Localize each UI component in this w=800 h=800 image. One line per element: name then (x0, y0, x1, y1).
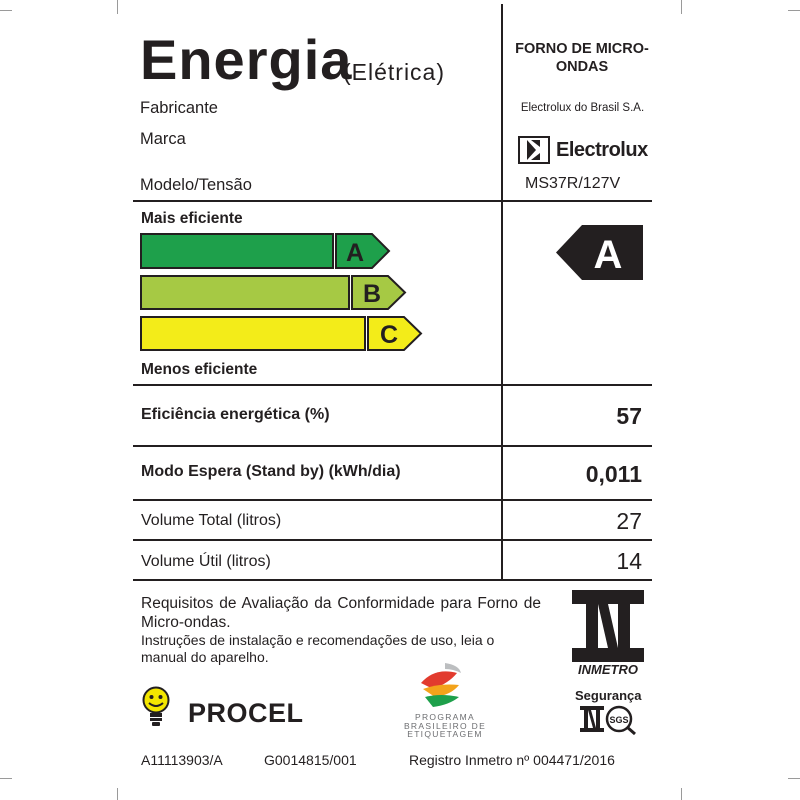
crop-mark (788, 10, 800, 11)
least-efficient-label: Menos eficiente (141, 361, 258, 378)
crop-mark (681, 0, 682, 14)
divider-line (133, 445, 652, 447)
procel-logo-text: PROCEL (188, 698, 304, 728)
column-divider (501, 4, 503, 580)
manufacturer-value: Electrolux do Brasil S.A. (520, 102, 645, 114)
footer-code-2: G0014815/001 (264, 752, 357, 768)
efficiency-bar-a (140, 233, 334, 269)
inmetro-logo-icon (572, 590, 644, 662)
crop-mark (681, 788, 682, 800)
pbe-logo-icon (415, 661, 465, 711)
sgs-text: SGS (609, 715, 629, 725)
model-label: Modelo/Tensão (140, 176, 252, 194)
footer-registro: Registro Inmetro nº 004471/2016 (409, 752, 615, 768)
spec-value-volume-total: 27 (616, 508, 642, 534)
spec-value-efficiency: 57 (616, 403, 642, 429)
efficiency-arrow-b (351, 275, 407, 310)
crop-mark (0, 778, 12, 779)
spec-label-volume-total: Volume Total (litros) (141, 512, 282, 529)
product-type: FORNO DE MICRO-ONDAS (515, 41, 649, 75)
procel-bulb-icon (141, 686, 171, 728)
divider-line (133, 499, 652, 501)
brand-label: Marca (140, 130, 186, 148)
most-efficient-label: Mais eficiente (141, 210, 243, 227)
brand-value: Electrolux (556, 139, 648, 161)
pbe-logo-text: PROGRAMA BRASILEIRO DE ETIQUETAGEM (403, 712, 487, 739)
sgs-logo-icon (605, 705, 647, 735)
spec-label-standby: Modo Espera (Stand by) (kWh/dia) (141, 463, 401, 480)
rating-letter: A (593, 233, 623, 277)
efficiency-bar-b (140, 275, 350, 310)
inmetro-small-icon (580, 706, 604, 732)
spec-value-volume-util: 14 (616, 548, 642, 574)
inmetro-logo-text: INMETRO (578, 662, 638, 677)
divider-line (133, 539, 652, 541)
seguranca-label: Segurança (575, 688, 642, 703)
requirements-text: Requisitos de Avaliação da Conformidade para Forno de Micro-ondas. (141, 595, 541, 631)
efficiency-letter-b: B (362, 280, 382, 308)
spec-label-volume-util: Volume Útil (litros) (141, 553, 271, 570)
crop-mark (788, 778, 800, 779)
divider-line (133, 384, 652, 386)
efficiency-letter-c: C (379, 321, 399, 349)
efficiency-arrow-a (335, 233, 391, 269)
manufacturer-label: Fabricante (140, 99, 218, 117)
crop-mark (117, 788, 118, 800)
crop-mark (0, 10, 12, 11)
label-title: Energia (140, 28, 353, 91)
model-value: MS37R/127V (525, 175, 621, 192)
electrolux-logo-icon (518, 136, 550, 164)
label-subtitle: (Elétrica) (343, 59, 446, 85)
rating-indicator (556, 225, 643, 280)
spec-label-efficiency: Eficiência energética (%) (141, 406, 330, 423)
footer-code-1: A11113903/A (141, 752, 223, 768)
divider-line (133, 579, 652, 581)
crop-mark (117, 0, 118, 14)
efficiency-arrow-c (367, 316, 423, 351)
efficiency-letter-a: A (345, 239, 365, 267)
instructions-text: Instruções de instalação e recomendações de uso, leia o manual do aparelho. (141, 632, 495, 665)
spec-value-standby: 0,011 (585, 461, 642, 487)
divider-line (133, 200, 652, 202)
efficiency-bar-c (140, 316, 366, 351)
